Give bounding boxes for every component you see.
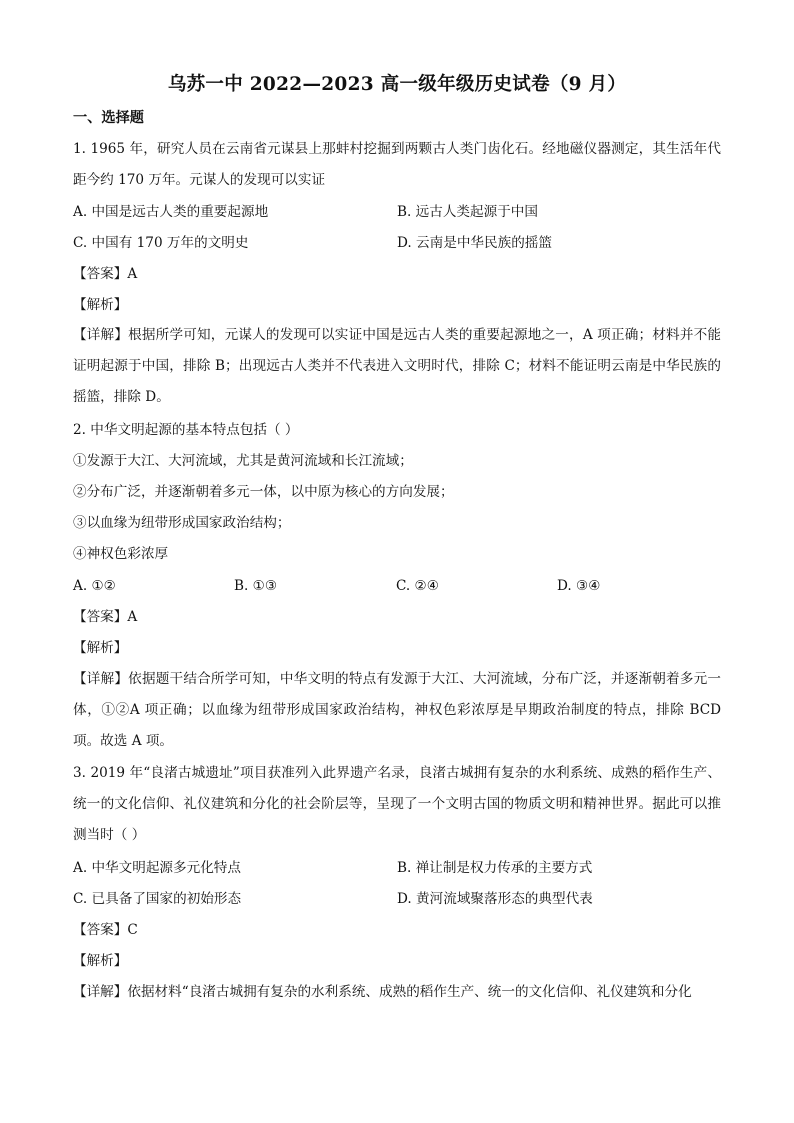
question-2-stem: 2. 中华文明起源的基本特点包括（ ） [73,422,299,438]
question-1-option-b: B. 远古人类起源于中国 [397,204,538,220]
question-1-analysis-label: 【解析】 [73,297,128,313]
question-1-option-c: C. 中国有 170 万年的文明史 [73,235,249,251]
question-1-option-d: D. 云南是中华民族的摇篮 [397,235,552,251]
section-heading: 一、选择题 [73,110,144,126]
question-2-statement-3: ③以血缘为纽带形成国家政治结构； [73,515,291,531]
question-2-statement-2: ②分布广泛，并逐渐朝着多元一体，以中原为核心的方向发展； [73,484,454,500]
question-2-option-b: B. ①③ [234,578,278,594]
question-3-stem: 3. 2019 年“良渚古城遗址”项目获准列入此界遗产名录，良渚古城拥有复杂的水利系统、成熟的稻作生产、统一的文化信仰、礼仪建筑和分化的社会阶层等，呈现了一个文明古国的物质文明和精神世界。据此可以推测当时（ ） [73,765,721,844]
question-2-option-a: A. ①② [73,578,116,594]
question-3-answer: 【答案】C [73,922,138,938]
question-1-answer: 【答案】A [73,266,138,282]
question-3-option-c: C. 已具备了国家的初始形态 [73,891,242,907]
question-3-option-a: A. 中华文明起源多元化特点 [73,860,241,876]
question-2-statement-1: ①发源于大江、大河流域，尤其是黄河流域和长江流域； [73,453,413,469]
question-2-option-d: D. ③④ [557,578,601,594]
question-1-detail: 【详解】根据所学可知，元谋人的发现可以实证中国是远古人类的重要起源地之一，A 项正确；材料并不能证明起源于中国，排除 B；出现远古人类并不代表进入文明时代，排除 C；材料不能证明云南是中华民族的摇篮，排除 D。 [73,327,721,406]
question-3-analysis-label: 【解析】 [73,953,128,969]
question-2-analysis-label: 【解析】 [73,640,128,656]
question-3-detail: 【详解】依据材料“良渚古城拥有复杂的水利系统、成熟的稻作生产、统一的文化信仰、礼仪建筑和分化 [73,984,692,1000]
question-2-option-c: C. ②④ [396,578,439,594]
question-3-option-d: D. 黄河流域聚落形态的典型代表 [397,891,593,907]
question-2-answer: 【答案】A [73,609,138,625]
question-2-detail: 【详解】依据题干结合所学可知，中华文明的特点有发源于大江、大河流域，分布广泛，并逐渐朝着多元一体，①②A 项正确；以血缘为纽带形成国家政治结构，神权色彩浓厚是早期政治制度的特点，排除 BCD 项。故选 A 项。 [73,671,721,750]
question-2-statement-4: ④神权色彩浓厚 [73,546,169,562]
page-title: 乌苏一中 2022—2023 高一级年级历史试卷（9 月） [167,74,627,95]
question-1-stem: 1. 1965 年，研究人员在云南省元谋县上那蚌村挖掘到两颗古人类门齿化石。经地磁仪器测定，其生活年代距今约 170 万年。元谋人的发现可以实证 [73,141,721,189]
question-3-option-b: B. 禅让制是权力传承的主要方式 [397,860,593,876]
question-1-option-a: A. 中国是远古人类的重要起源地 [73,204,269,220]
